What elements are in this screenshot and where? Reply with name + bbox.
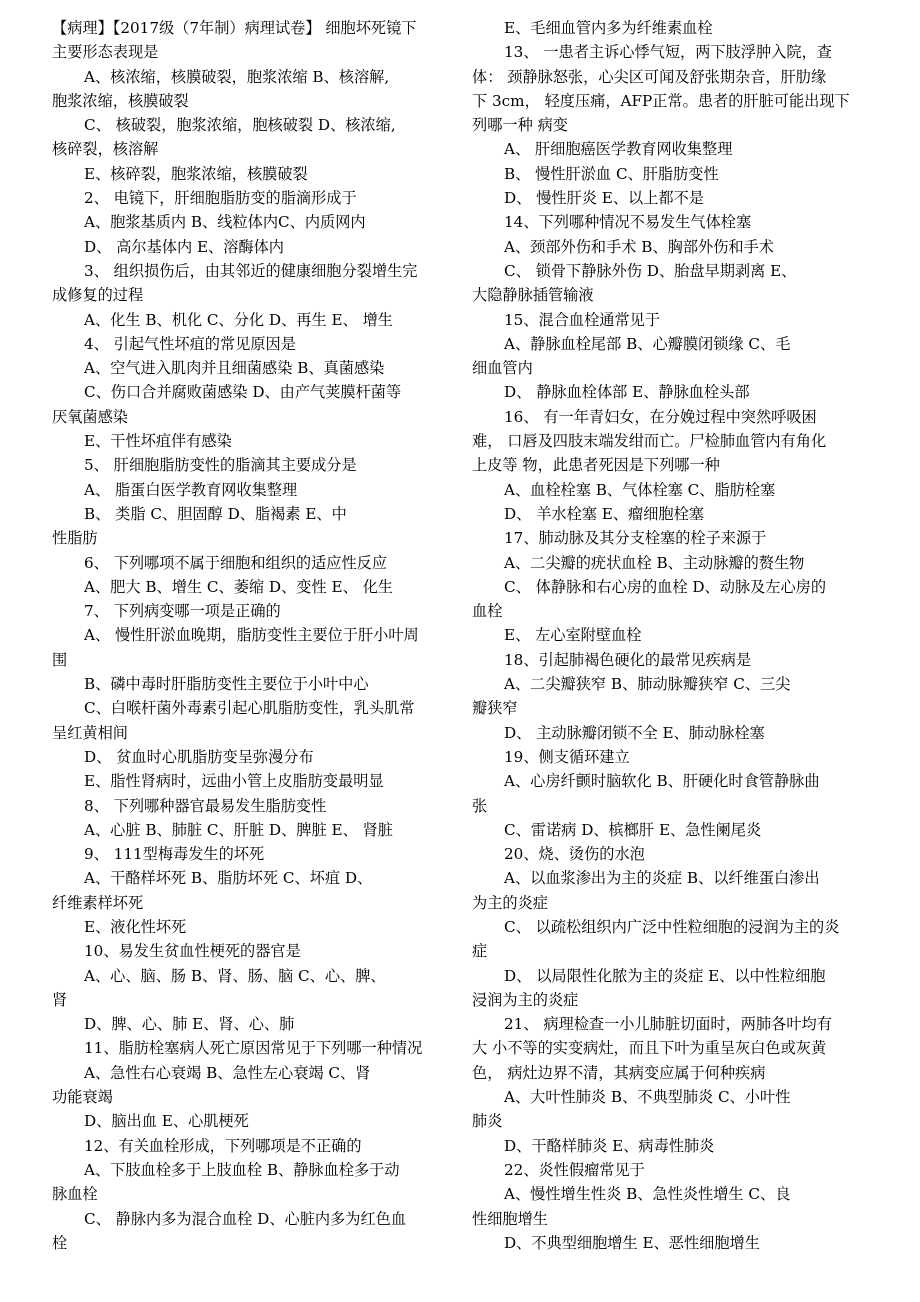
text-line: A、下肢血栓多于上肢血栓 B、静脉血栓多于动 <box>84 1160 400 1179</box>
text-line: 难， 口唇及四肢末端发绀而亡。尸检肺血管内有角化 <box>472 432 827 451</box>
text-line: 3、 组织损伤后，由其邻近的健康细胞分裂增生完 <box>84 261 418 280</box>
text-line: 2、 电镜下，肝细胞脂肪变的脂滴形成于 <box>84 189 357 208</box>
text-line: 4、 引起气性坏疽的常见原因是 <box>84 334 296 353</box>
text-line: C、 静脉内多为混合血栓 D、心脏内多为红色血 <box>84 1209 407 1228</box>
text-line: 成修复的过程 <box>52 286 144 305</box>
text-line: A、心脏 B、肺脏 C、肝脏 D、脾脏 E、 肾脏 <box>84 820 393 839</box>
text-line: D、 高尔基体内 E、溶酶体内 <box>84 237 284 256</box>
text-line: 10、易发生贫血性梗死的器官是 <box>84 942 301 961</box>
text-line: 胞浆浓缩，核膜破裂 <box>52 91 189 110</box>
text-line: C、 核破裂，胞浆浓缩，胞核破裂 D、核浓缩, <box>84 116 396 135</box>
text-line: E、液化性坏死 <box>84 917 187 936</box>
text-line: D、 羊水栓塞 E、瘤细胞栓塞 <box>504 504 704 523</box>
text-line: A、以血浆渗出为主的炎症 B、以纤维蛋白渗出 <box>504 869 820 888</box>
text-line: E、干性坏疽伴有感染 <box>84 432 232 451</box>
text-line: A、胞浆基质内 B、线粒体内C、内质网内 <box>84 213 366 232</box>
text-line: B、磷中毒时肝脂肪变性主要位于小叶中心 <box>84 675 369 694</box>
text-line: D、 慢性肝炎 E、以上都不是 <box>504 189 704 208</box>
text-line: 呈红黄相间 <box>52 723 128 742</box>
text-line: 主要形态表现是 <box>52 43 159 62</box>
text-line: 脉血栓 <box>52 1185 98 1204</box>
text-line: 细血管内 <box>472 359 533 378</box>
text-line: A、空气进入肌肉并且细菌感染 B、真菌感染 <box>84 359 385 378</box>
text-line: 大隐静脉插管输液 <box>472 286 594 305</box>
text-line: A、干酪样坏死 B、脂肪坏死 C、坏疽 D、 <box>84 869 373 888</box>
text-line: 列哪一种 病变 <box>472 116 568 135</box>
text-line: 厌氧菌感染 <box>52 407 128 426</box>
text-line: 20、烧、烫伤的水泡 <box>504 845 645 864</box>
text-line: A、慢性增生性炎 B、急性炎性增生 C、良 <box>504 1185 791 1204</box>
text-line: 血栓 <box>472 602 503 621</box>
text-line: A、化生 B、机化 C、分化 D、再生 E、 增生 <box>84 310 393 329</box>
text-line: 6、 下列哪项不属于细胞和组织的适应性反应 <box>84 553 388 572</box>
text-line: A、核浓缩，核膜破裂，胞浆浓缩 B、核溶解, <box>84 67 390 86</box>
text-line: D、干酪样肺炎 E、病毒性肺炎 <box>504 1136 715 1155</box>
text-line: D、 贫血时心肌脂肪变呈弥漫分布 <box>84 747 314 766</box>
text-line: 7、 下列病变哪一项是正确的 <box>84 602 281 621</box>
text-line: A、大叶性肺炎 B、不典型肺炎 C、小叶性 <box>504 1088 791 1107</box>
text-line: 16、 有一年青妇女，在分娩过程中突然呼吸困 <box>504 407 817 426</box>
left-column <box>52 16 452 1255</box>
text-line: 上皮等 物，此患者死因是下列哪一种 <box>472 456 720 475</box>
text-line: 19、侧支循环建立 <box>504 747 630 766</box>
text-line: C、 体静脉和右心房的血栓 D、动脉及左心房的 <box>504 577 827 596</box>
text-line: A、 脂蛋白医学教育网收集整理 <box>84 480 298 499</box>
text-line: D、 主动脉瓣闭锁不全 E、肺动脉栓塞 <box>504 723 765 742</box>
text-line: 14、下列哪种情况不易发生气体栓塞 <box>504 213 752 232</box>
text-line: 大 小不等的实变病灶，而且下叶为重呈灰白色或灰黄 <box>472 1039 827 1058</box>
text-line: 栓 <box>52 1233 68 1252</box>
text-line: 浸润为主的炎症 <box>472 990 579 1009</box>
text-line: C、 以疏松组织内广泛中性粒细胞的浸润为主的炎 <box>504 917 840 936</box>
text-line: A、静脉血栓尾部 B、心瓣膜闭锁缘 C、毛 <box>504 334 791 353</box>
text-line: A、二尖瓣的疣状血栓 B、主动脉瓣的赘生物 <box>504 553 805 572</box>
text-line: 色， 病灶边界不清，其病变应属于何种疾病 <box>472 1063 766 1082</box>
text-line: 17、肺动脉及其分支栓塞的栓子来源于 <box>504 529 767 548</box>
text-line: 15、混合血栓通常见于 <box>504 310 661 329</box>
right-column <box>472 16 874 1255</box>
text-line: 18、引起肺褐色硬化的最常见疾病是 <box>504 650 752 669</box>
text-line: A、心、脑、肠 B、肾、肠、脑 C、心、脾、 <box>84 966 386 985</box>
text-line: 21、 病理检查一小儿肺脏切面时，两肺各叶均有 <box>504 1015 832 1034</box>
text-line: 22、炎性假瘤常见于 <box>504 1160 645 1179</box>
text-line: E、毛细血管内多为纤维素血栓 <box>504 19 713 37</box>
text-line: D、脾、心、肺 E、肾、心、肺 <box>84 1015 295 1034</box>
text-line: A、心房纤颤时脑软化 B、肝硬化时食管静脉曲 <box>504 772 820 791</box>
text-line: D、 静脉血栓体部 E、静脉血栓头部 <box>504 383 750 402</box>
text-line: E、脂性肾病时，远曲小管上皮脂肪变最明显 <box>84 772 384 791</box>
text-line: 下 3cm， 轻度压痛，AFP正常。患者的肝脏可能出现下 <box>472 91 850 110</box>
text-line: 8、 下列哪种器官最易发生脂肪变性 <box>84 796 327 815</box>
text-line: B、 慢性肝淤血 C、肝脂肪变性 <box>504 164 719 183</box>
text-line: C、 锁骨下静脉外伤 D、胎盘早期剥离 E、 <box>504 261 797 280</box>
text-line: 11、脂肪栓塞病人死亡原因常见于下列哪一种情况 <box>84 1039 423 1058</box>
text-line: 13、 一患者主诉心悸气短，两下肢浮肿入院，查 <box>504 43 832 62</box>
text-line: A、肥大 B、增生 C、萎缩 D、变性 E、 化生 <box>84 577 393 596</box>
text-line: 9、 111型梅毒发生的坏死 <box>84 845 265 864</box>
text-line: 性细胞增生 <box>472 1209 548 1228</box>
text-line: A、二尖瓣狭窄 B、肺动脉瓣狭窄 C、三尖 <box>504 675 791 694</box>
text-line: D、不典型细胞增生 E、恶性细胞增生 <box>504 1233 760 1252</box>
text-line: 纤维素样坏死 <box>52 893 144 912</box>
text-line: 肺炎 <box>472 1112 503 1131</box>
text-line: E、 左心室附壁血栓 <box>504 626 642 645</box>
text-line: 核碎裂，核溶解 <box>52 140 159 159</box>
text-line: 肾 <box>52 990 68 1009</box>
text-line: 功能衰竭 <box>52 1088 113 1107</box>
text-line: A、急性右心衰竭 B、急性左心衰竭 C、肾 <box>84 1063 371 1082</box>
text-line: A、血栓栓塞 B、气体栓塞 C、脂肪栓塞 <box>504 480 776 499</box>
text-line: D、 以局限性化脓为主的炎症 E、以中性粒细胞 <box>504 966 826 985</box>
text-line: A、 慢性肝淤血晚期，脂肪变性主要位于肝小叶周 <box>84 626 419 645</box>
text-line: C、雷诺病 D、槟榔肝 E、急性阑尾炎 <box>504 820 762 839</box>
text-line: A、 肝细胞癌医学教育网收集整理 <box>504 140 733 159</box>
text-line: D、脑出血 E、心肌梗死 <box>84 1112 249 1131</box>
text-line: C、白喉杆菌外毒素引起心肌脂肪变性，乳头肌常 <box>84 699 415 718</box>
text-line: 体： 颈静脉怒张，心尖区可闻及舒张期杂音，肝肋缘 <box>472 67 827 86</box>
text-line: 瓣狭窄 <box>472 699 518 718</box>
text-line: B、 类脂 C、胆固醇 D、脂褐素 E、中 <box>84 504 347 523</box>
text-line: 围 <box>52 650 68 669</box>
text-line: 张 <box>472 796 488 815</box>
text-line: 为主的炎症 <box>472 893 548 912</box>
text-line: 12、有关血栓形成，下列哪项是不正确的 <box>84 1136 362 1155</box>
text-line: 性脂肪 <box>52 529 98 548</box>
text-line: A、颈部外伤和手术 B、胸部外伤和手术 <box>504 237 774 256</box>
text-line: 症 <box>472 942 488 961</box>
text-line: C、伤口合并腐败菌感染 D、由产气荚膜杆菌等 <box>84 383 402 402</box>
text-line: 【病理】【2017级（7年制）病理试卷】 细胞坏死镜下 <box>52 19 417 37</box>
text-line: 5、 肝细胞脂肪变性的脂滴其主要成分是 <box>84 456 357 475</box>
text-line: E、核碎裂，胞浆浓缩，核膜破裂 <box>84 164 308 183</box>
